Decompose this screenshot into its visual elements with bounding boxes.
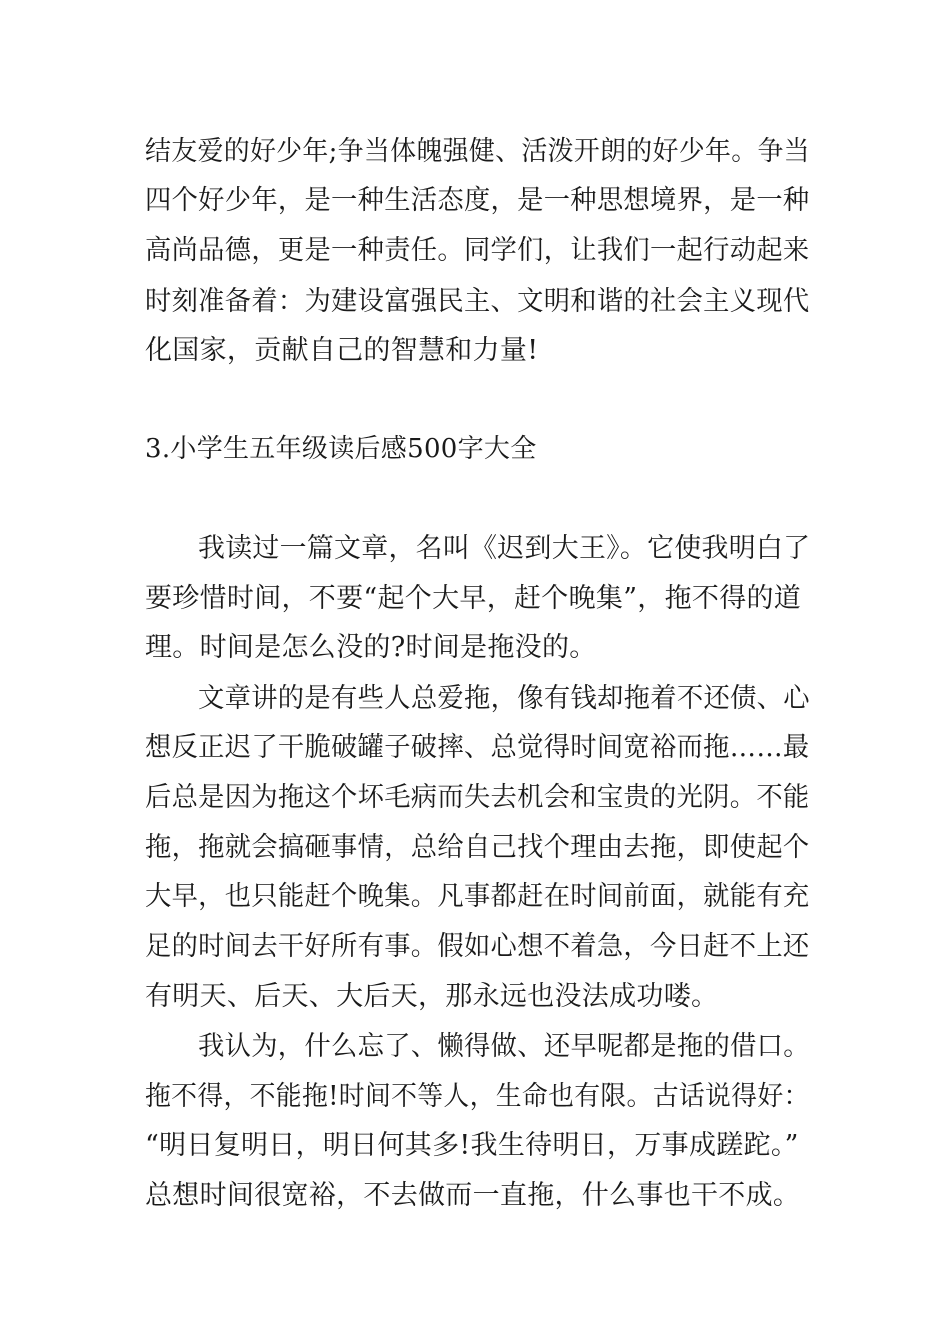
text-line: 拖不得，不能拖!时间不等人，生命也有限。古话说得好： (145, 1081, 810, 1112)
paragraph-start: 我读过一篇文章，名叫《迟到大王》。它使我明白了 (198, 533, 811, 564)
text-line: 四个好少年，是一种生活态度，是一种思想境界，是一种 (145, 185, 810, 216)
text-line: 结友爱的好少年;争当体魄强健、活泼开朗的好少年。争当 (145, 136, 810, 167)
text-line: 时刻准备着：为建设富强民主、文明和谐的社会主义现代 (145, 286, 810, 317)
text-line: 有明天、后天、大后天，那永远也没法成功喽。 (145, 981, 719, 1012)
text-line: 拖，拖就会搞砸事情，总给自己找个理由去拖，即使起个 (145, 832, 810, 863)
section-heading: 3.小学生五年级读后感500字大全 (145, 434, 537, 464)
text-line: 高尚品德，更是一种责任。同学们，让我们一起行动起来 (145, 235, 810, 266)
text-line: “明日复明日，明日何其多!我生待明日，万事成蹉跎。” (145, 1130, 799, 1161)
paragraph-start: 我认为，什么忘了、懒得做、还早呢都是拖的借口。 (198, 1031, 810, 1062)
paragraph-start: 文章讲的是有些人总爱拖，像有钱却拖着不还债、心 (198, 683, 810, 714)
text-line: 化国家，贡献自己的智慧和力量! (145, 335, 539, 366)
text-line: 后总是因为拖这个坏毛病而失去机会和宝贵的光阴。不能 (145, 782, 810, 813)
text-line: 想反正迟了干脆破罐子破摔、总觉得时间宽裕而拖……最 (145, 732, 810, 763)
text-line: 总想时间很宽裕，不去做而一直拖，什么事也干不成。 (145, 1180, 801, 1211)
text-line: 要珍惜时间，不要“起个大早，赶个晚集”，拖不得的道 (145, 583, 802, 614)
text-line: 足的时间去干好所有事。假如心想不着急，今日赶不上还 (145, 931, 810, 962)
text-line: 理。时间是怎么没的?时间是拖没的。 (145, 632, 597, 663)
text-line: 大早，也只能赶个晚集。凡事都赶在时间前面，就能有充 (145, 881, 810, 912)
